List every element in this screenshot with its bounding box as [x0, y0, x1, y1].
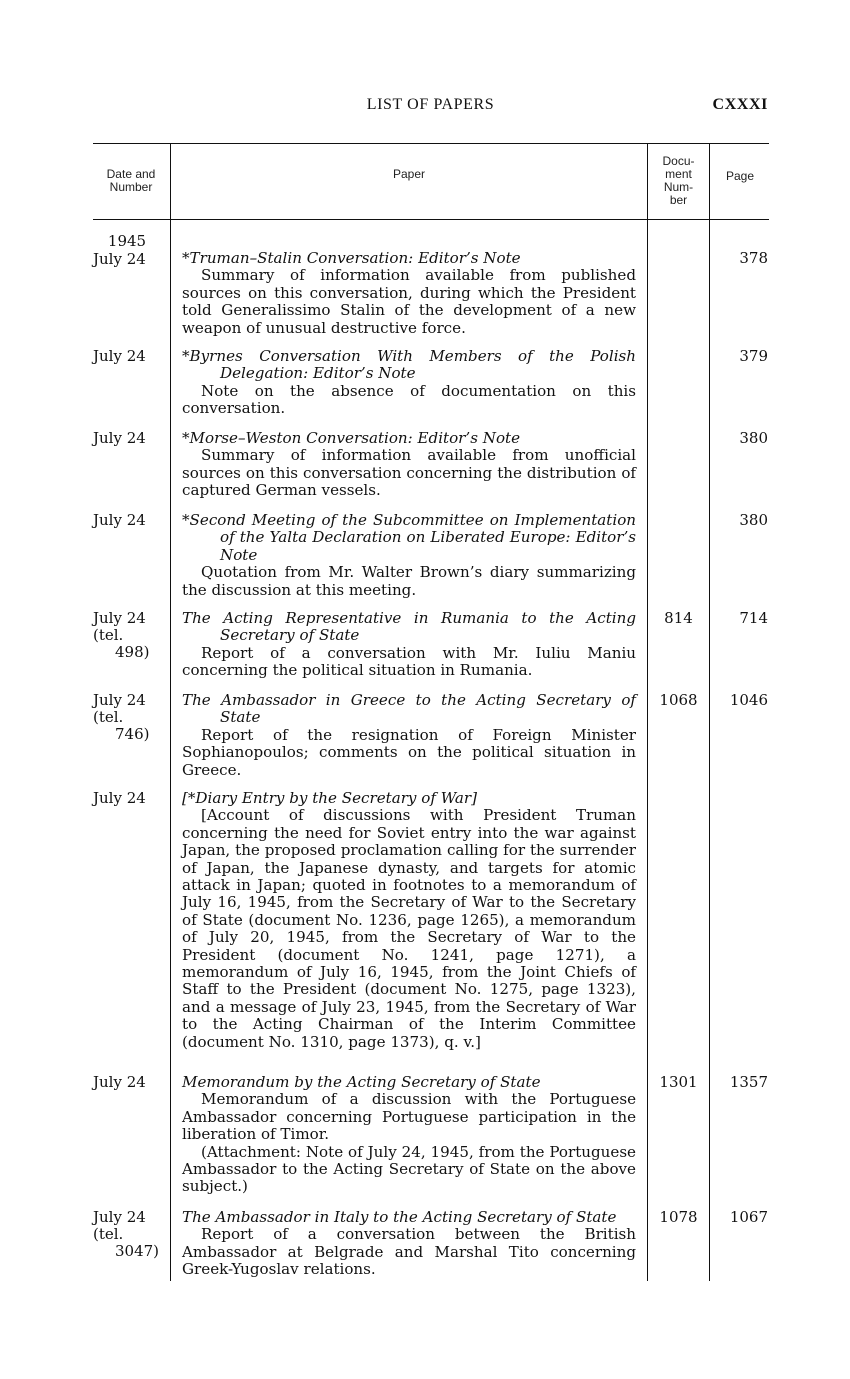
entry-description: Summary of information available from unofficial sources on this conversation concerning the distribution of captured German vessels.: [182, 446, 636, 500]
entry-date: [93, 512, 161, 529]
entry-paper: [182, 610, 636, 680]
table-header-rule: [93, 219, 769, 220]
table-top-rule: [93, 143, 769, 144]
entry-date-text: July 24: [93, 511, 146, 529]
entry-date-text: July 24: [93, 1208, 146, 1226]
entry-date: [93, 790, 161, 807]
entry-paper: [182, 250, 636, 337]
entry-description: Note on the absence of documentation on this conversation.: [182, 381, 636, 418]
entry-document-number: 814: [664, 609, 693, 627]
entry-description: Report of a conversation with Mr. Iuliu Maniu concerning the political situation in Rumania.: [182, 643, 636, 680]
entry-description: Quotation from Mr. Walter Brown’s diary summarizing the discussion at this meeting.: [182, 563, 636, 599]
entry-page: 1357: [729, 1073, 768, 1091]
column-header-date-line: Date and: [106, 167, 156, 181]
entry-title: The Acting Representative in Rumania to the Acting Secretary of State: [182, 609, 636, 645]
entry-tel-label: (tel.: [93, 626, 124, 644]
entry-page: 379: [739, 347, 768, 365]
column-divider-paper: [647, 143, 648, 1281]
entry-description: Report of the resignation of Foreign Minister Sophianopoulos; comments on the political situation in Greece.: [182, 725, 636, 779]
column-header-document-line: ment: [665, 167, 692, 181]
entry-date-text: July 24: [93, 250, 146, 268]
entry-tel-label: (tel.: [93, 1225, 124, 1243]
entry-title: *Morse–Weston Conversation: Editor’s Note: [182, 429, 521, 447]
entry-description: Report of a conversation between the British Ambassador at Belgrade and Marshal Tito concerning Greek-Yugoslav relations.: [182, 1225, 636, 1279]
entry-title: *Second Meeting of the Subcommittee on Implementation of the Yalta Declaration on Liberated Europe: Editor’s Note: [182, 511, 636, 564]
entry-paper: [182, 692, 636, 779]
column-header-paper: Paper: [392, 167, 426, 181]
entry-date: [93, 610, 161, 661]
entry-paper: [182, 1209, 636, 1279]
entry-page: 380: [739, 429, 768, 447]
entry-title: *Byrnes Conversation With Members of the Polish Delegation: Editor’s Note: [182, 347, 636, 383]
entry-description: [Account of discussions with President Truman concerning the need for Soviet entry into the war against Japan, the proposed proclamation calling for the surrender of Japan, the Japanese dynasty, and targets for atomic attack in Japan; quoted in footnotes to a memorandum of July 16, 1945, from the Secretary of War to the Secretary of State (document No. 1236, page 1265), a memorandum of July 20, 1945, from the Secretary of War to the President (document No. 1241, page 1271), a memorandum of July 16, 1945, from the Joint Chiefs of Staff to the President (document No. 1275, page 1323), and a message of July 23, 1945, from the Secretary of War to the Acting Chairman of the Interim Committee (document No. 1310, page 1373), q. v.]: [182, 806, 636, 1051]
entry-document-number: 1068: [659, 691, 698, 709]
entry-date: [93, 692, 161, 743]
entry-date: [93, 1074, 161, 1091]
entry-paper: [182, 1074, 636, 1196]
entry-description: Memorandum of a discussion with the Portuguese Ambassador concerning Portuguese participation in the liberation of Timor.: [182, 1090, 636, 1144]
entry-date: [93, 348, 161, 365]
column-header-document: [648, 155, 709, 207]
entry-page: 380: [739, 511, 768, 529]
column-header-date: [93, 168, 169, 194]
entry-document-number: 1078: [659, 1208, 698, 1226]
column-header-document-line: ber: [669, 193, 688, 207]
entry-tel-label: (tel.: [93, 708, 124, 726]
entry-year: 1945: [107, 232, 147, 250]
entry-date: [93, 430, 161, 447]
column-divider-date: [170, 143, 171, 1281]
entry-page: 1067: [729, 1208, 768, 1226]
entry-paper: [182, 512, 636, 599]
entry-date: [93, 1209, 161, 1260]
entry-title: [*Diary Entry by the Secretary of War]: [182, 789, 478, 807]
entry-date-text: July 24: [93, 429, 146, 447]
entry-paper: [182, 790, 636, 1051]
entry-date-text: July 24: [93, 789, 146, 807]
entry-page: 378: [739, 249, 768, 267]
entry-document-number: 1301: [659, 1073, 698, 1091]
entry-date-text: July 24: [93, 691, 146, 709]
column-divider-document: [709, 143, 710, 1281]
entry-date: [93, 233, 161, 268]
entry-attachment: (Attachment: Note of July 24, 1945, from the Portuguese Ambassador to the Acting Secretary of State on the above subject.): [182, 1142, 636, 1196]
column-header-date-line: Number: [109, 180, 153, 194]
entry-date-text: July 24: [93, 1073, 146, 1091]
entry-page: 1046: [729, 691, 768, 709]
entry-paper: [182, 348, 636, 418]
entry-page: 714: [739, 609, 768, 627]
entry-tel-number: 498): [115, 643, 150, 661]
column-header-page: Page: [725, 169, 755, 183]
entry-tel-number: 3047): [115, 1242, 160, 1260]
entry-paper: [182, 430, 636, 500]
entry-date-text: July 24: [93, 609, 146, 627]
entry-title: The Ambassador in Italy to the Acting Secretary of State: [182, 1208, 617, 1226]
entry-title: *Truman–Stalin Conversation: Editor’s Note: [182, 249, 521, 267]
page-folio: CXXXI: [712, 96, 768, 113]
entry-title: The Ambassador in Greece to the Acting Secretary of State: [182, 691, 636, 727]
column-header-document-line: Num-: [663, 180, 694, 194]
entry-title: Memorandum by the Acting Secretary of State: [182, 1073, 541, 1091]
page-title: LIST OF PAPERS: [366, 96, 495, 113]
entry-tel-number: 746): [115, 725, 150, 743]
running-head: [93, 96, 768, 118]
entry-date-text: July 24: [93, 347, 146, 365]
entry-description: Summary of information available from published sources on this conversation, during which the President told Generalissimo Stalin of the development of a new weapon of unusual destructive force.: [182, 266, 636, 337]
column-header-document-line: Docu-: [662, 154, 695, 168]
